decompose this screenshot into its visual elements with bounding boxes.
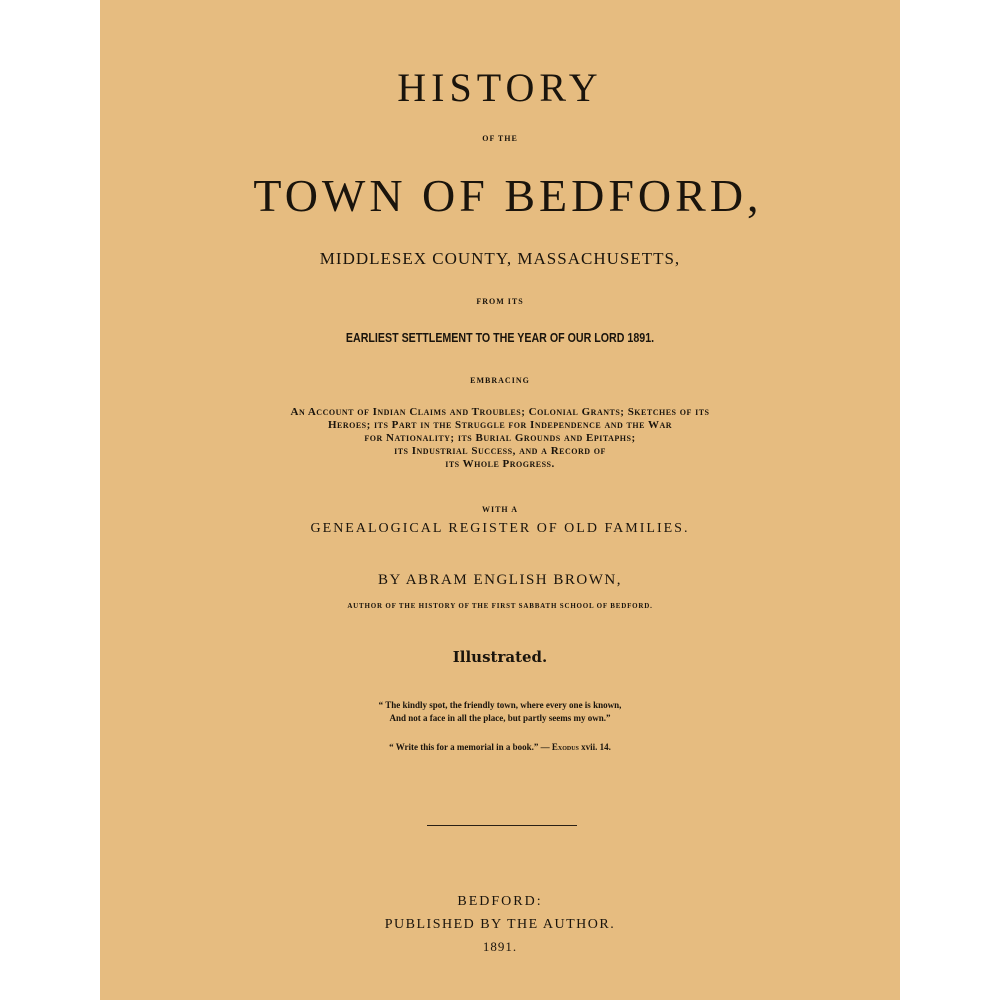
imprint-place: BEDFORD: <box>457 894 543 909</box>
imprint-year: 1891. <box>482 939 518 954</box>
book-title: HISTORY <box>397 65 603 110</box>
scripture-book: Exodus <box>551 742 579 752</box>
scripture-reference: xvii. 14. <box>581 742 611 752</box>
epigraph-line: “ The kindly spot, the friendly town, where every one is known, <box>378 700 622 710</box>
of-the-connector: OF THE <box>482 134 518 143</box>
description-line: An Account of Indian Claims and Troubles; Colonial Grants; Sketches of its <box>290 406 710 418</box>
title-page <box>100 0 900 1000</box>
author-credentials: AUTHOR OF THE HISTORY OF THE FIRST SABBATH SCHOOL OF BEDFORD. <box>347 602 653 610</box>
author-byline: BY ABRAM ENGLISH BROWN, <box>378 572 622 588</box>
county-line: MIDDLESEX COUNTY, MASSACHUSETTS, <box>319 249 681 268</box>
divider-rule <box>427 825 577 826</box>
contents-description <box>100 406 900 471</box>
description-line: for Nationality; its Burial Grounds and Epitaphs; <box>364 432 636 444</box>
description-line: its Industrial Success, and a Record of <box>394 445 606 457</box>
genealogical-register-line: GENEALOGICAL REGISTER OF OLD FAMILIES. <box>310 521 690 536</box>
epigraph-verse <box>100 699 900 725</box>
with-a-connector: WITH A <box>481 505 518 514</box>
settlement-line: EARLIEST SETTLEMENT TO THE YEAR OF OUR LORD 1891. <box>345 330 655 345</box>
illustrated-label: Illustrated. <box>452 648 548 666</box>
description-line: its Whole Progress. <box>445 458 555 470</box>
from-its-connector: FROM ITS <box>476 297 524 306</box>
embracing-connector: EMBRACING <box>470 376 530 385</box>
description-line: Heroes; its Part in the Struggle for Independence and the War <box>327 419 673 431</box>
imprint-publisher: PUBLISHED BY THE AUTHOR. <box>384 917 616 932</box>
epigraph-line: And not a face in all the place, but partly seems my own.” <box>389 713 611 723</box>
town-title: TOWN OF BEDFORD, <box>253 170 763 221</box>
scripture-quote: “ Write this for a memorial in a book.” — <box>389 742 550 752</box>
scripture-epigraph <box>100 741 900 754</box>
